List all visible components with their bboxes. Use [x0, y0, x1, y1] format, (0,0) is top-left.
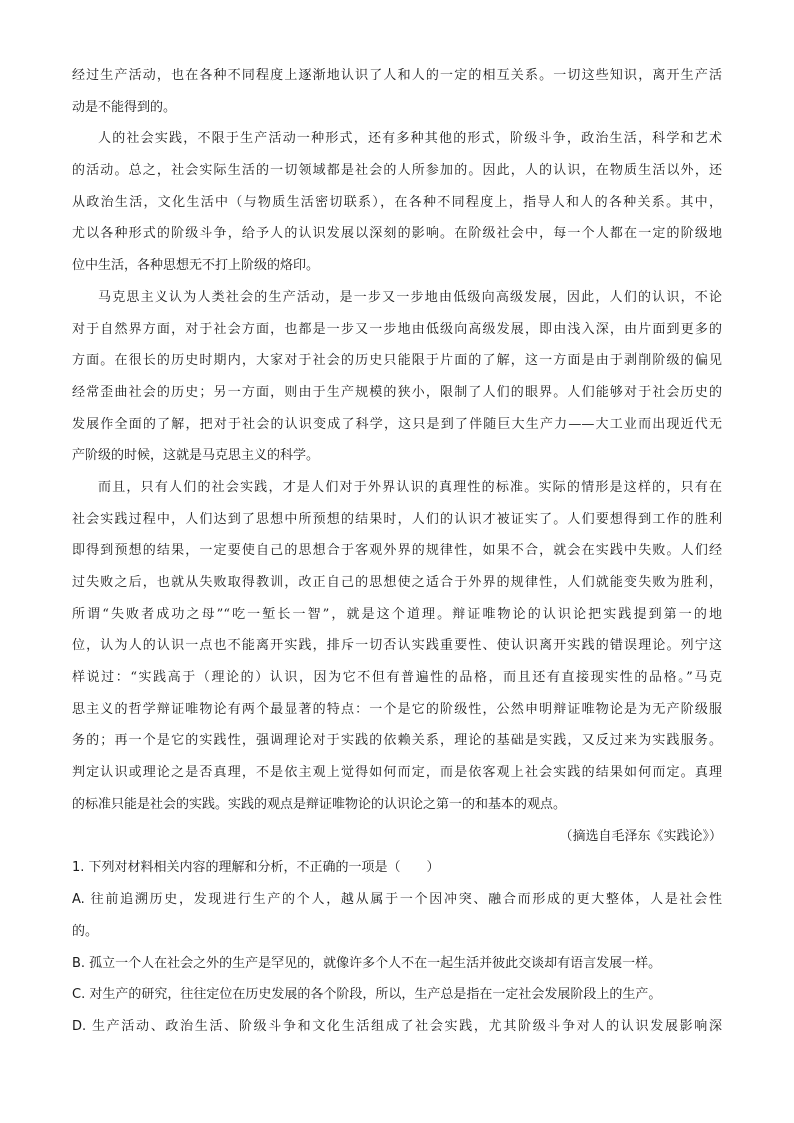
passage-line: 人的社会实践，不限于生产活动一种形式，还有多种其他的形式，阶级斗争，政治生活，科学和艺术	[98, 131, 722, 147]
passage-text	[72, 60, 722, 821]
passage-line: 思主义的哲学辩证唯物论有两个最显著的特点：一个是它的阶级性，公然申明辩证唯物论是为无产阶级服	[72, 701, 722, 717]
passage-line: 务的；再一个是它的实践性，强调理论对于实践的依赖关系，理论的基础是实践，又反过来为实践服务。	[72, 733, 722, 749]
passage-source: （摘选自毛泽东《实践论》）	[559, 828, 722, 844]
question-stem: 1. 下列对材料相关内容的理解和分析，不正确的一项是（ ）	[72, 860, 440, 876]
passage-line: 马克思主义认为人类社会的生产活动，是一步又一步地由低级向高级发展，因此，人们的认识，不论	[98, 289, 722, 305]
passage-line: 位中生活，各种思想无不打上阶级的烙印。	[72, 258, 320, 274]
question-option-line: C. 对生产的研究，往往定位在历史发展的各个阶段，所以，生产总是指在一定社会发展阶段上的生产。	[72, 987, 662, 1003]
question-option-line: 的。	[72, 923, 99, 939]
passage-line: 方面。在很长的历史时期内，大家对于社会的历史只能限于片面的了解，这一方面是由于剥削阶级的偏见	[72, 353, 722, 369]
passage-line: 位，认为人的认识一点也不能离开实践，排斥一切否认实践重要性、使认识离开实践的错误理论。列宁这	[72, 638, 722, 654]
passage-line: 产阶级的时候，这就是马克思主义的科学。	[72, 448, 320, 464]
passage-line: 的活动。总之，社会实际生活的一切领域都是社会的人所参加的。因此，人的认识，在物质生活以外，还	[72, 163, 722, 179]
passage-line: 的标准只能是社会的实践。实践的观点是辩证唯物论的认识论之第一的和基本的观点。	[72, 796, 567, 812]
question-option-line: B. 孤立一个人在社会之外的生产是罕见的，就像许多个人不在一起生活并彼此交谈却有语言发展一样。	[72, 955, 662, 971]
passage-line: 尤以各种形式的阶级斗争，给予人的认识发展以深刻的影响。在阶级社会中，每一个人都在一定的阶级地	[72, 226, 722, 242]
question-option-line: D. 生产活动、政治生活、阶级斗争和文化生活组成了社会实践，尤其阶级斗争对人的认识发展影响深	[72, 1019, 722, 1035]
passage-line: 经过生产活动，也在各种不同程度上逐渐地认识了人和人的一定的相互关系。一切这些知识，离开生产活	[72, 68, 722, 83]
passage-line: 判定认识或理论之是否真理，不是依主观上觉得如何而定，而是依客观上社会实践的结果如何而定。真理	[72, 765, 722, 781]
passage-line: 过失败之后，也就从失败取得教训，改正自己的思想使之适合于外界的规律性，人们就能变失败为胜利，	[72, 575, 722, 590]
passage-line: 发展作全面的了解，把对于社会的认识变成了科学，这只是到了伴随巨大生产力——大工业而出现近代无	[72, 416, 722, 432]
passage-line: 而且，只有人们的社会实践，才是人们对于外界认识的真理性的标准。实际的情形是这样的，只有在	[98, 479, 722, 495]
passage-line: 即得到预想的结果，一定要使自己的思想合于客观外界的规律性，如果不合，就会在实践中失败。人们经	[72, 543, 722, 559]
question-option-line: A. 往前追溯历史，发现进行生产的个人，越从属于一个因冲突、融合而形成的更大整体，人是社会性	[72, 891, 722, 907]
question-block	[72, 852, 722, 1043]
passage-line: 所谓“失败者成功之母”“吃一堑长一智”，就是这个道理。辩证唯物论的认识论把实践提到第一的地	[72, 606, 722, 622]
passage-line: 经常歪曲社会的历史；另一方面，则由于生产规模的狭小，限制了人们的眼界。人们能够对于社会历史的	[72, 384, 722, 400]
passage-line: 动是不能得到的。	[72, 99, 177, 115]
passage-line: 样说过：“实践高于（理论的）认识，因为它不但有普遍性的品格，而且还有直接现实性的品格。”马克	[72, 670, 722, 686]
passage-line: 从政治生活，文化生活中（与物质生活密切联系），在各种不同程度上，指导人和人的各种关系。其中，	[72, 194, 722, 210]
passage-line: 社会实践过程中，人们达到了思想中所预想的结果时，人们的认识才被证实了。人们要想得到工作的胜利	[72, 511, 722, 527]
passage-line: 对于自然界方面，对于社会方面，也都是一步又一步地由低级向高级发展，即由浅入深，由片面到更多的	[72, 321, 722, 337]
